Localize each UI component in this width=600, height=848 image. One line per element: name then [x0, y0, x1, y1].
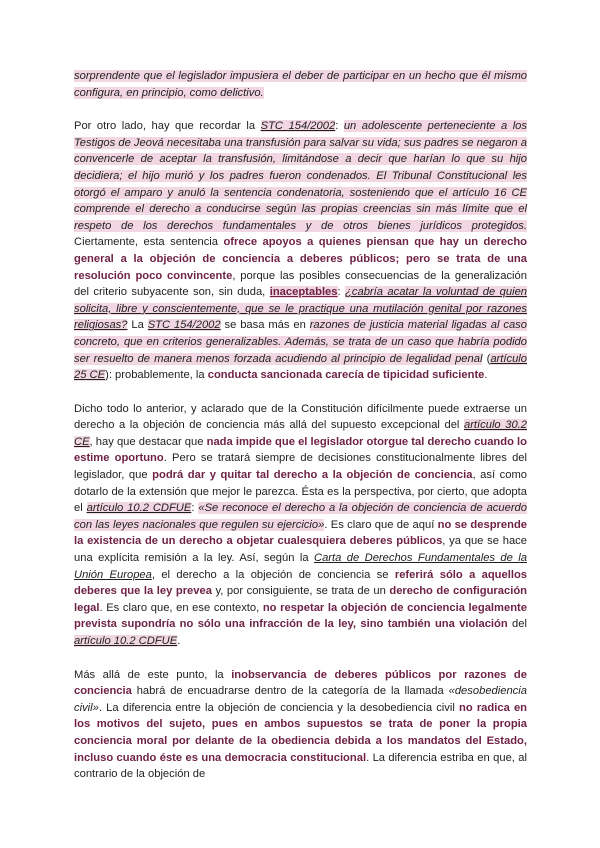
text: Ciertamente, esta sentencia — [74, 236, 224, 249]
text: . Es claro que, en ese contexto, — [99, 601, 263, 614]
text: del — [507, 618, 527, 631]
bold-emphasis: nada impide que el legislador otorgue tal derecho cuando lo estime oportuno — [74, 435, 527, 465]
text: , el derecho a la objeción de conciencia se — [151, 568, 395, 581]
italic-term: «desobediencia civil» — [74, 685, 527, 714]
bold-emphasis: podrá dar y quitar tal derecho a la objeción de conciencia — [152, 469, 473, 482]
text: . La diferencia entre la objeción de conciencia y la desobediencia civil — [98, 701, 460, 714]
bold-emphasis: referirá sólo a aquellos deberes que la ley prevea — [74, 568, 528, 598]
text: , porque las posibles consecuencias de la generalización del criterio subyacente son, sin duda, — [74, 269, 527, 299]
case-reference-link[interactable]: STC 154/2002 — [147, 319, 221, 332]
text: La — [127, 319, 148, 332]
text: , ya que se hace una explícita remisión a la ley. Así, según la — [74, 535, 527, 565]
text: . Es claro que de aquí — [324, 518, 438, 531]
text: : — [335, 120, 344, 133]
italic-highlight: razones de justicia material ligadas al caso concreto, que en criterios generalizables. Además, se trata de un caso que habría podido ser resuelto de manera menos forzada acudiendo al principio de legalidad penal — [74, 319, 527, 365]
text: , hay que destacar que — [89, 435, 207, 448]
italic-highlight: «Se reconoce el derecho a la objeción de conciencia de acuerdo con las leyes nacionales que regulen su ejercicio» — [74, 502, 528, 531]
bold-emphasis: inobservancia de deberes públicos por razones de conciencia — [74, 668, 527, 698]
text: Más allá de este punto, la — [74, 668, 232, 681]
text: ): probablemente, la — [105, 369, 208, 382]
text: habrá de encuadrarse dentro de la categoría de la llamada — [131, 685, 449, 698]
italic-highlight: sorprendente que el legislador impusiera el deber de participar en un hecho que él mismo configura, en principio, como delictivo. — [74, 70, 527, 99]
text: . Pero se tratará siempre de decisiones constitucionalmente libres del legislador, que — [74, 452, 527, 482]
article-reference-link[interactable]: artículo 10.2 CDFUE — [74, 635, 178, 647]
text: : — [337, 286, 346, 299]
article-reference-link[interactable]: artículo 10.2 CDFUE — [86, 502, 192, 515]
bold-emphasis: ofrece apoyos a quienes piensan que hay un derecho general a la objeción de conciencia a deberes públicos; pero se trata de una resolución poco convincente — [74, 236, 528, 282]
text: . — [484, 369, 488, 382]
article-reference-link[interactable]: artículo 25 CE — [74, 352, 527, 382]
text: , así como dotarlo de la extensión que mejor le parezca. Ésta es la perspectiva, por cierto, que adopta el — [74, 469, 527, 515]
charter-reference-link[interactable]: Carta de Derechos Fundamentales de la Unión Europea — [74, 552, 527, 581]
text: : — [191, 502, 199, 515]
bold-emphasis: no respetar la objeción de conciencia legalmente prevista supondría no sólo una infracción de la ley, sino también una violación — [74, 601, 527, 631]
text: ( — [482, 352, 491, 365]
bold-emphasis: conducta sancionada carecía de tipicidad suficiente — [207, 369, 485, 382]
italic-highlight: un adolescente perteneciente a los Testigos de Jeová necesitaba una transfusión para salvar su vida; sus padres se negaron a convencerle de aceptar la transfusión, limitándose a decir que harían lo que su hijo decidiera; el hijo murió y los padres fueron condenados. El Tribunal Constitucional les otorgó el amparo y anuló la sentencia condenatoria, sosteniendo que el artículo 16 CE comprende el derecho a conducirse según las propias creencias sin más límite que el respeto de los derechos fundamentales y de otros bienes jurídicos protegidos. — [74, 120, 527, 232]
case-reference-link[interactable]: STC 154/2002 — [260, 120, 336, 133]
paragraph-1 — [74, 68, 527, 101]
article-reference-link[interactable]: artículo 30.2 CE — [74, 419, 527, 448]
text: . La diferencia estriba en que, al contrario de la objeción de — [74, 751, 527, 781]
bold-emphasis: no se desprende la existencia de un derecho a objetar cualesquiera deberes públicos — [74, 518, 527, 548]
text: y, por consiguiente, se trata de un — [211, 585, 390, 598]
text: se basa más en — [220, 319, 310, 332]
paragraph-4 — [74, 667, 527, 783]
paragraph-2 — [74, 118, 527, 384]
bold-underlined-highlight: inaceptables — [269, 286, 338, 299]
paragraph-3 — [74, 401, 527, 650]
bold-emphasis: no radica en los motivos del sujeto, pues en ambos supuestos se trata de poner la propia conciencia moral por delante de la obediencia debida a los mandatos del Estado, incluso cuando éste es una democracia constitucional — [74, 701, 527, 764]
text: Dicho todo lo anterior, y aclarado que de la Constitución difícilmente puede extraerse un derecho a la objeción de conciencia más allá del supuesto excepcional del — [74, 402, 527, 432]
document-page — [74, 68, 527, 800]
bold-emphasis: derecho de configuración legal — [74, 585, 527, 614]
italic-underlined-question: ¿cabría acatar la voluntad de quien solicita, libre y conscientemente, que se le practique una mutilación genital por razones religiosas? — [74, 286, 528, 332]
text: . — [177, 635, 181, 647]
text: Por otro lado, hay que recordar la — [74, 120, 261, 133]
